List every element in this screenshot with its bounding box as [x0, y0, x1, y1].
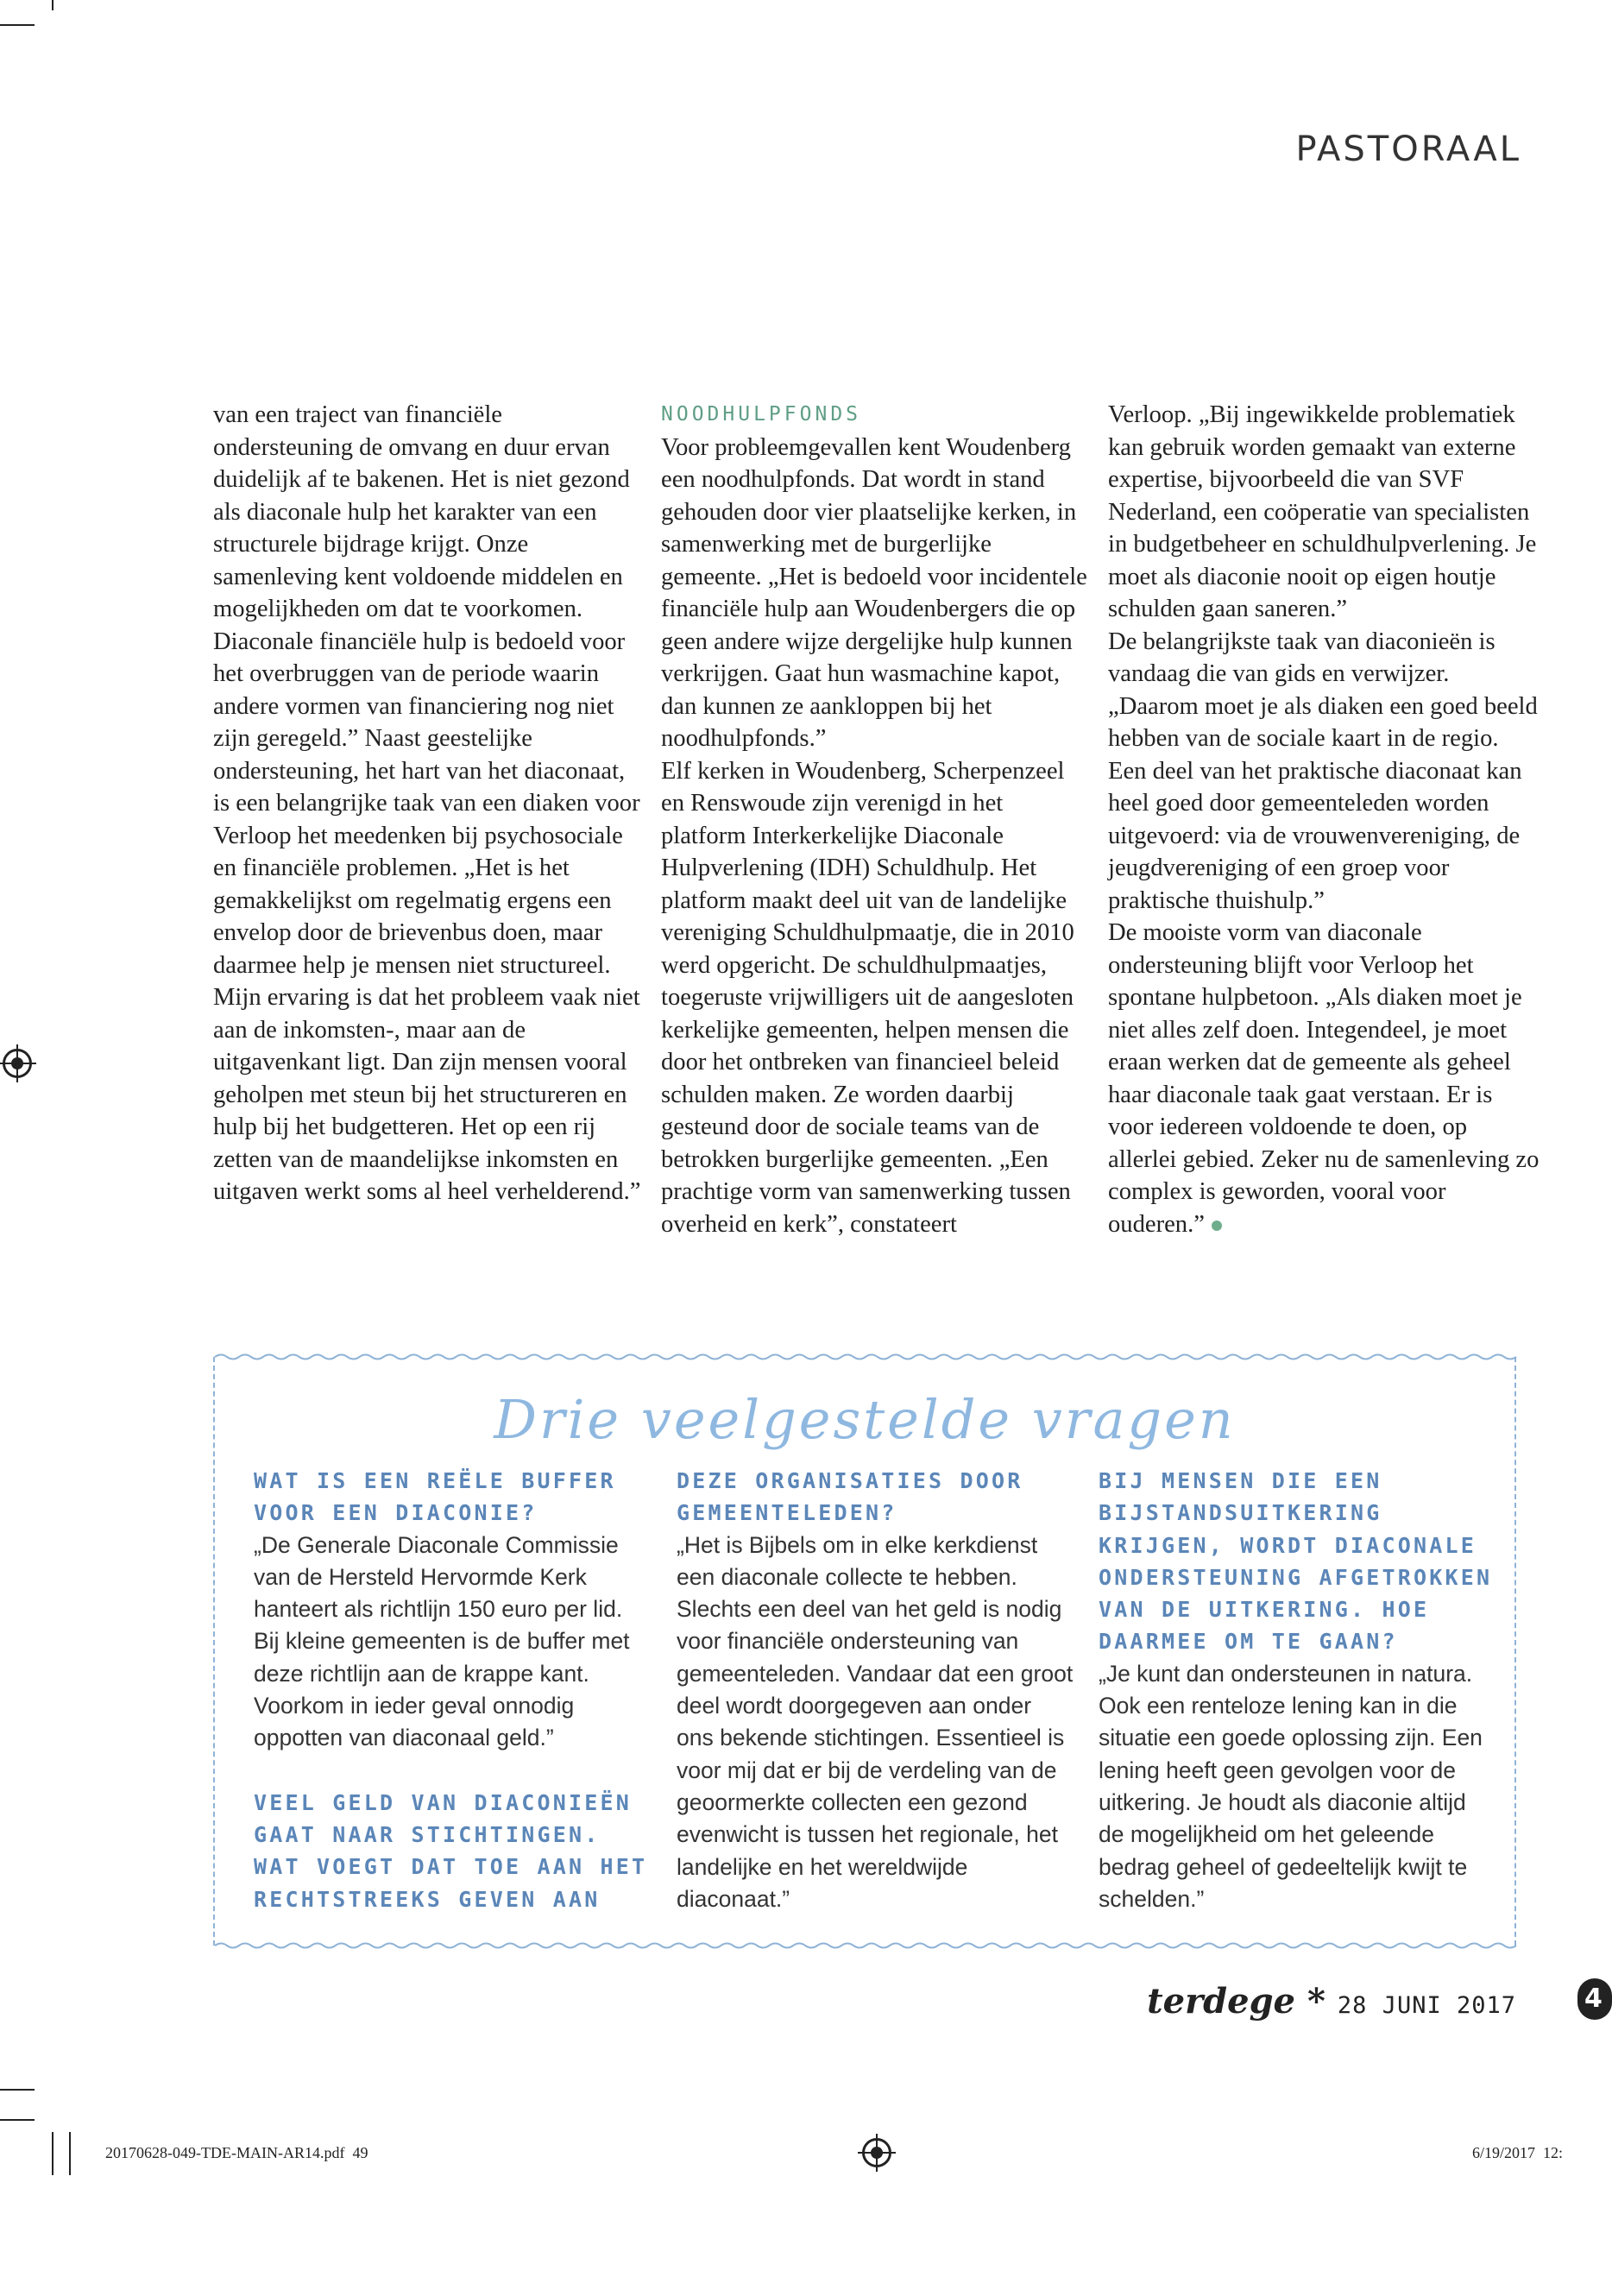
crop-mark — [0, 24, 35, 26]
faq-column-3 — [1099, 1465, 1496, 1915]
article-paragraph: De belangrijkste taak van diaconieën is vandaag die van gids en verwijzer. „Daarom moet je als diaken een goed beeld hebben van de sociale kaart in de regio. Een deel van het praktische diaconaat kan heel goed door gemeenteleden worden uitgevoerd: via de vrouwenvereniging, de jeugdvereniging of een groep voor praktische thuishulp.” — [1108, 628, 1538, 914]
subheading: NOODHULPFONDS — [661, 403, 862, 426]
faq-question-continued: DEZE ORGANISATIES DOOR GEMEENTELEDEN? — [677, 1468, 1023, 1526]
crop-mark — [52, 2132, 54, 2175]
slug-filename: 20170628-049-TDE-MAIN-AR14.pdf — [105, 2144, 345, 2161]
article-paragraph: Elf kerken in Woudenberg, Scherpenzeel en Renswoude zijn verenigd in het platform Interkerkelijke Diaconale Hulpverlening (IDH) Schuldhulp. Het platform maakt deel uit van de landelijke vereniging Schuldhulpmaatje, die in 2010 werd opgericht. De schuldhulpmaatjes, toegeruste vrijwilligers uit de aangesloten kerkelijke gemeenten, helpen mensen die door het ontbreken van financieel beleid schulden maken. Ze worden daarbij gesteund door de sociale teams van de betrokken burgerlijke gemeenten. „Een prachtige vorm van samenwerking tussen overheid en kerk”, constateert — [661, 757, 1074, 1238]
crop-mark — [0, 2119, 35, 2121]
article-column-3 — [1108, 399, 1540, 1240]
faq-question: VEEL GELD VAN DIACONIEËN GAAT NAAR STICHTINGEN. WAT VOEGT DAT TOE AAN HET RECHTSTREEKS GEVEN AAN — [254, 1789, 648, 1912]
article-paragraph: Verloop. „Bij ingewikkelde problematiek kan gebruik worden gemaakt van externe expertise, bijvoorbeeld die van SVF Nederland, een coöperatie van specialisten in budgetbeheer en schuldhulpverlening. Je moet als diaconie nooit op eigen houtje schulden gaan saneren.” — [1108, 401, 1537, 622]
magazine-footer — [1147, 1981, 1516, 2022]
asterisk-separator: * — [1307, 1981, 1325, 2022]
registration-mark-icon — [862, 2138, 891, 2167]
wavy-border-top — [215, 1351, 1514, 1363]
faq-column-2 — [677, 1465, 1074, 1915]
faq-answer: „Het is Bijbels om in elke kerkdienst een diaconale collecte te hebben. Slechts een deel van het geld is nodig voor financiële ondersteuning van gemeenteleden. Vandaar dat een groot deel wordt doorgegeven aan onder ons bekende stichtingen. Essentieel is voor mij dat er bij de verdeling van de geoormerkte collecten een gezond evenwicht is tussen het regionale, het landelijke en het wereldwijde diaconaat.” — [677, 1531, 1074, 1912]
article-paragraph-text: De mooiste vorm van diaconale ondersteuning blijft voor Verloop het spontane hulpbetoon. „Als diaken moet je niet alles zelf doen. Integendeel, je moet eraan werken dat de gemeente als geheel haar diaconale taak gaat verstaan. Er is voor iedereen voldoende te doen, op allerlei gebied. Zeker nu de samenleving zo complex is geworden, vooral voor ouderen.” — [1108, 919, 1540, 1238]
registration-mark-icon — [3, 1049, 32, 1078]
faq-question: BIJ MENSEN DIE EEN BIJSTANDSUITKERING KRIJGEN, WORDT DIACONALE ONDERSTEUNING AFGETROKKEN VAN DE UITKERING. HOE DAARMEE OM TE GAAN? — [1099, 1468, 1493, 1655]
article-paragraph: Voor probleemgevallen kent Woudenberg een noodhulpfonds. Dat wordt in stand gehouden door vier plaatselijke kerken, in samenwerking met de burgerlijke gemeente. „Het is bedoeld voor incidentele financiële hulp aan Woudenbergers die op geen andere wijze dergelijke hulp kunnen verkrijgen. Gaat hun wasmachine kapot, dan kunnen ze aankloppen bij het noodhulpfonds.” — [661, 433, 1087, 752]
crop-mark — [69, 2132, 71, 2175]
page-number-tab — [1577, 1978, 1612, 2020]
page-number: 4 — [1584, 1984, 1603, 2014]
magazine-logo: terdege — [1147, 1981, 1295, 2022]
faq-answer: „Je kunt dan ondersteunen in natura. Ook een renteloze lening kan in die situatie een goede oplossing zijn. Een lening heeft geen gevolgen voor de uitkering. Je houdt als diaconie altijd de mogelijkheid om het geleende bedrag geheel of gedeeltelijk kwijt te schelden.” — [1099, 1660, 1483, 1912]
faq-answer: „De Generale Diaconale Commissie van de Hersteld Hervormde Kerk hanteert als richtlijn 150 euro per lid. Bij kleine gemeenten is de buffer met deze richtlijn aan de krappe kant. Voorkom in ieder geval onnodig oppotten van diaconaal geld.” — [254, 1531, 630, 1751]
faq-title: Drie veelgestelde vragen — [494, 1388, 1236, 1451]
wavy-border-bottom — [215, 1940, 1514, 1952]
slug-time: 12: — [1543, 2144, 1564, 2161]
article-column-1 — [213, 399, 645, 1208]
slug-date: 6/19/2017 — [1472, 2144, 1536, 2161]
end-mark-icon — [1212, 1221, 1222, 1231]
issue-date: 28 JUNI 2017 — [1337, 1992, 1516, 2019]
slug-page: 49 — [352, 2144, 368, 2161]
crop-mark — [0, 2089, 35, 2091]
section-label: PASTORAAL — [1295, 129, 1521, 169]
article-paragraph — [1108, 917, 1540, 1240]
faq-column-1 — [254, 1465, 651, 1915]
article-paragraph: van een traject van financiële ondersteuning de omvang en duur ervan duidelijk af te bakenen. Het is niet gezond als diaconale hulp het karakter van een structurele bijdrage krijgt. Onze samenleving kent voldoende middelen en mogelijkheden om dat te voorkomen. Diaconale financiële hulp is bedoeld voor het overbruggen van de periode waarin andere vormen van financiering nog niet zijn geregeld.” Naast geestelijke ondersteuning, het hart van het diaconaat, is een belangrijke taak van een diaken voor Verloop het meedenken bij psychosociale en financiële problemen. „Het is het gemakkelijkst om regelmatig ergens een envelop door de brievenbus doen, maar daarmee help je mensen niet structureel. Mijn ervaring is dat het probleem vaak niet aan de inkomsten-, maar aan de uitgavenkant ligt. Dan zijn mensen vooral geholpen met steun bij het structureren en hulp bij het budgetteren. Het op een rij zetten van de maandelijkse inkomsten en uitgaven werkt soms al heel verhelderend.” — [213, 401, 641, 1205]
faq-box — [213, 1357, 1516, 1946]
print-slug-date — [1472, 2144, 1563, 2162]
print-slug-file — [105, 2144, 368, 2162]
faq-question: WAT IS EEN REËLE BUFFER VOOR EEN DIACONIE? — [254, 1468, 616, 1526]
crop-mark — [52, 0, 54, 10]
article-column-2 — [661, 399, 1093, 1240]
